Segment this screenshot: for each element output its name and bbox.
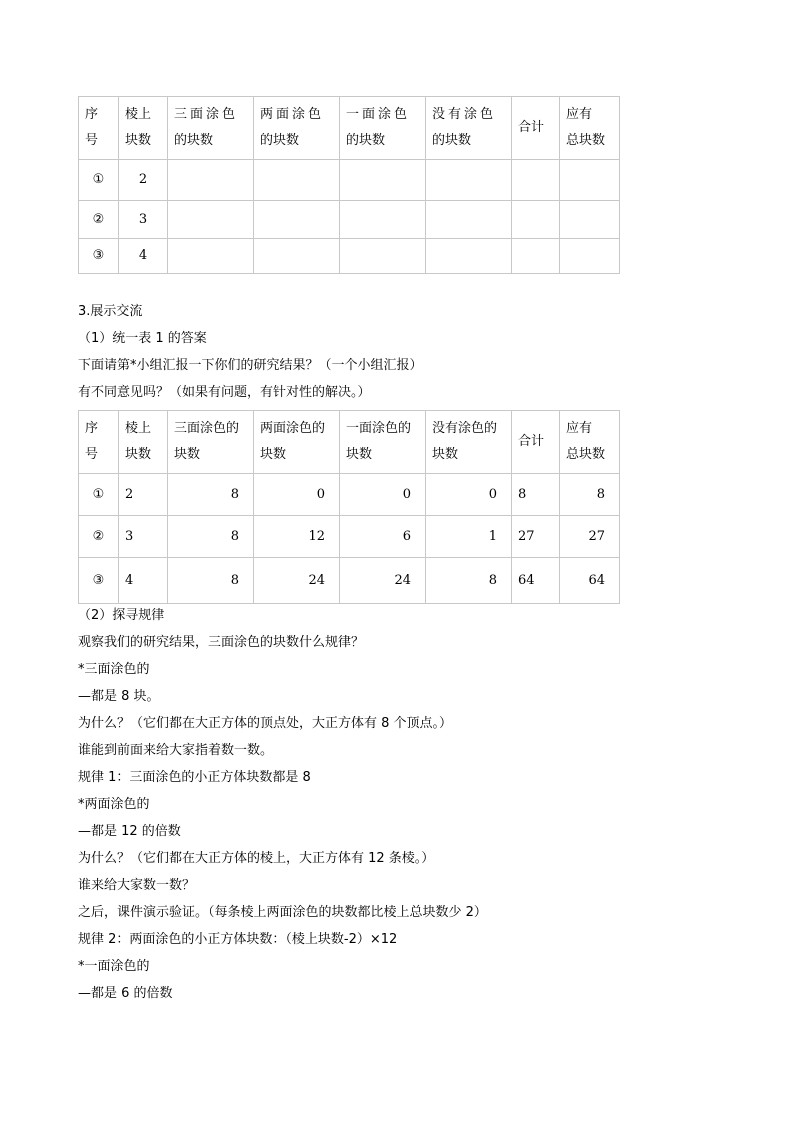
- table-row: [79, 239, 620, 274]
- table-cell: [340, 239, 426, 274]
- paragraph: 有不同意见吗？（如果有问题，有针对性的解决。）: [78, 385, 371, 400]
- table-cell: 27: [512, 516, 560, 558]
- t1-header-total: 合计: [512, 97, 560, 160]
- paragraph: 之后，课件演示验证。（每条棱上两面涂色的块数都比棱上总块数少 2）: [78, 905, 487, 920]
- paragraph: 下面请第*小组汇报一下你们的研究结果？（一个小组汇报）: [78, 358, 423, 373]
- t2-header-three-faces: 三面涂色的 块数: [168, 411, 254, 474]
- table-cell: [426, 201, 512, 239]
- table-cell: [560, 201, 620, 239]
- table-cell: 4: [119, 558, 168, 604]
- table-row: [79, 558, 620, 604]
- t2-header-edge-count: 棱上 块数: [119, 411, 168, 474]
- table-cell: 64: [560, 558, 620, 604]
- table-cell: 8: [426, 558, 512, 604]
- t1-header-no-face: 没有涂色 的块数: [426, 97, 512, 160]
- table-1: [78, 96, 620, 274]
- section-title: 3.展示交流: [78, 304, 143, 319]
- table-row: [79, 160, 620, 201]
- table-cell: 0: [340, 474, 426, 516]
- table-cell: 2: [119, 474, 168, 516]
- t1-header-three-faces: 三面涂色 的块数: [168, 97, 254, 160]
- table-2-header-row: [79, 411, 620, 474]
- table-cell: [340, 201, 426, 239]
- t2-header-two-faces: 两面涂色的 块数: [254, 411, 340, 474]
- paragraph: 谁来给大家数一数？: [78, 878, 196, 893]
- table-cell: 1: [426, 516, 512, 558]
- table-cell: [254, 201, 340, 239]
- table-cell: 0: [426, 474, 512, 516]
- table-cell: 8: [512, 474, 560, 516]
- table-cell: ②: [79, 516, 119, 558]
- subsection-find-pattern: （2）探寻规律: [78, 608, 165, 623]
- table-cell: [512, 201, 560, 239]
- table-cell: 27: [560, 516, 620, 558]
- table-row: [79, 474, 620, 516]
- rule-2: 规律 2：两面涂色的小正方体块数：（棱上块数-2）×12: [78, 932, 398, 947]
- table-cell: 8: [168, 474, 254, 516]
- t1-header-index: 序 号: [79, 97, 119, 160]
- table-cell: [426, 160, 512, 201]
- table-cell: [512, 160, 560, 201]
- table-cell: ①: [79, 160, 119, 201]
- table-cell: [512, 239, 560, 274]
- paragraph: —都是 12 的倍数: [78, 824, 181, 839]
- table-1-header-row: [79, 97, 620, 160]
- t2-header-one-face: 一面涂色的 块数: [340, 411, 426, 474]
- t2-header-no-face: 没有涂色的 块数: [426, 411, 512, 474]
- table-cell: [168, 239, 254, 274]
- table-cell: 3: [119, 201, 168, 239]
- paragraph: *两面涂色的: [78, 797, 150, 812]
- paragraph: 为什么？（它们都在大正方体的棱上，大正方体有 12 条棱。）: [78, 851, 435, 866]
- subsection-unify-answers: （1）统一表 1 的答案: [78, 331, 207, 346]
- table-cell: [426, 239, 512, 274]
- paragraph: *一面涂色的: [78, 959, 150, 974]
- t2-header-expected-total: 应有 总块数: [560, 411, 620, 474]
- table-cell: ②: [79, 201, 119, 239]
- table-cell: 6: [340, 516, 426, 558]
- t1-header-expected-total: 应有 总块数: [560, 97, 620, 160]
- table-cell: 2: [119, 160, 168, 201]
- table-cell: 64: [512, 558, 560, 604]
- table-cell: [254, 160, 340, 201]
- t1-header-edge-count: 棱上 块数: [119, 97, 168, 160]
- table-cell: ①: [79, 474, 119, 516]
- table-2: [78, 410, 620, 604]
- t1-header-one-face: 一面涂色 的块数: [340, 97, 426, 160]
- table-cell: [168, 160, 254, 201]
- table-row: [79, 201, 620, 239]
- paragraph: —都是 8 块。: [78, 689, 160, 704]
- paragraph: 观察我们的研究结果，三面涂色的块数什么规律？: [78, 635, 365, 650]
- paragraph: —都是 6 的倍数: [78, 986, 173, 1001]
- t2-header-index: 序 号: [79, 411, 119, 474]
- table-cell: 0: [254, 474, 340, 516]
- table-cell: [560, 239, 620, 274]
- table-cell: 8: [168, 558, 254, 604]
- t1-header-two-faces: 两面涂色 的块数: [254, 97, 340, 160]
- table-row: [79, 516, 620, 558]
- table-cell: [560, 160, 620, 201]
- paragraph: *三面涂色的: [78, 662, 150, 677]
- rule-1: 规律 1：三面涂色的小正方体块数都是 8: [78, 770, 311, 785]
- table-cell: [168, 201, 254, 239]
- table-cell: ③: [79, 558, 119, 604]
- table-cell: 8: [168, 516, 254, 558]
- table-cell: 12: [254, 516, 340, 558]
- paragraph: 谁能到前面来给大家指着数一数。: [78, 743, 274, 758]
- table-cell: 3: [119, 516, 168, 558]
- paragraph: 为什么？（它们都在大正方体的顶点处，大正方体有 8 个顶点。）: [78, 716, 453, 731]
- table-cell: 4: [119, 239, 168, 274]
- table-cell: ③: [79, 239, 119, 274]
- t2-header-total: 合计: [512, 411, 560, 474]
- table-cell: 24: [340, 558, 426, 604]
- table-cell: 8: [560, 474, 620, 516]
- table-cell: 24: [254, 558, 340, 604]
- table-cell: [340, 160, 426, 201]
- table-cell: [254, 239, 340, 274]
